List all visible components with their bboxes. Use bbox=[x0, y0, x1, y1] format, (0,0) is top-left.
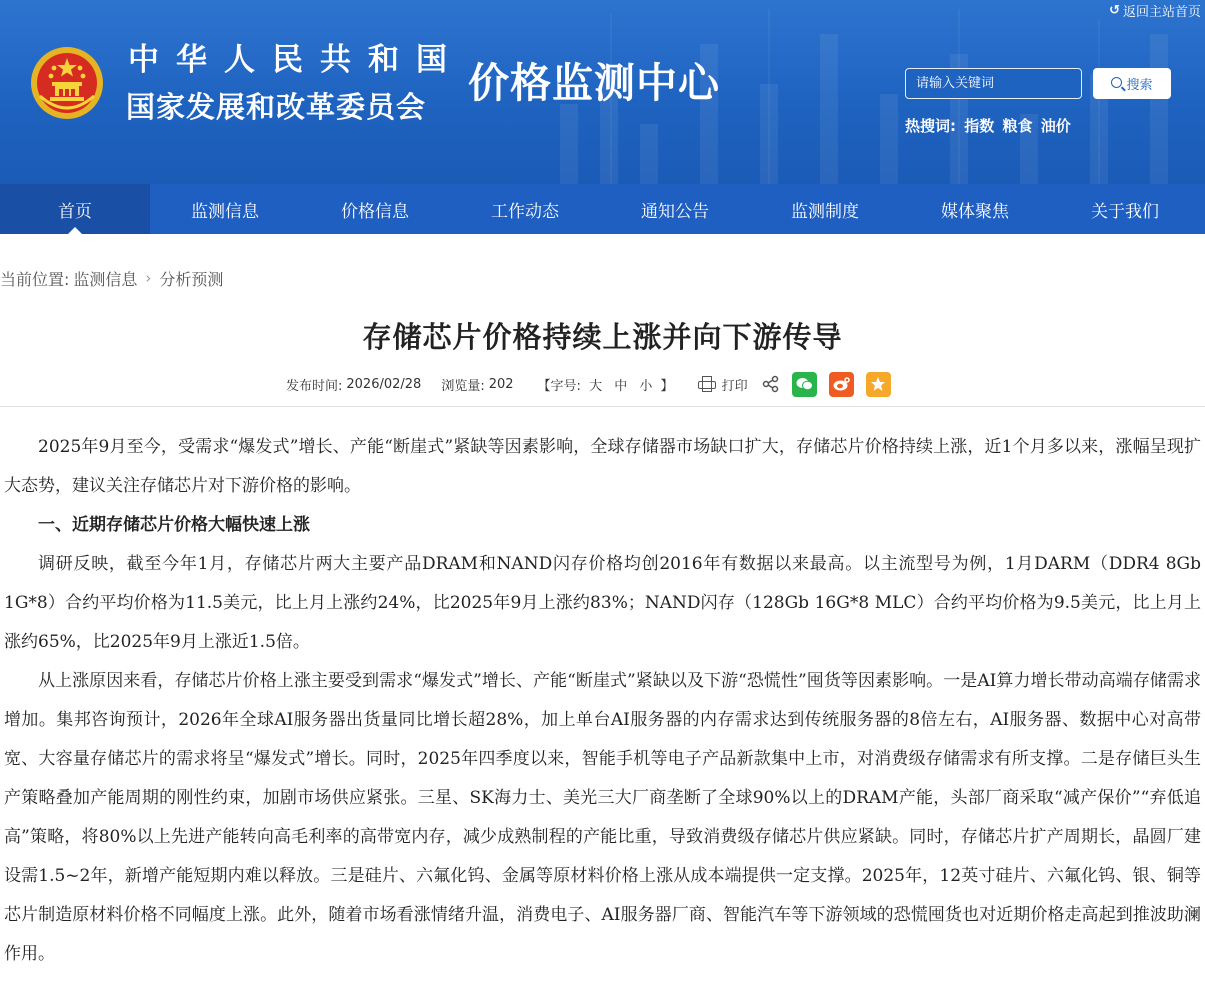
font-size-control bbox=[538, 375, 674, 394]
nav-item-label: 关于我们 bbox=[1091, 201, 1159, 222]
nav-item-label: 媒体聚焦 bbox=[941, 201, 1009, 222]
nav-item-notices[interactable] bbox=[600, 184, 750, 234]
views-count: 202 bbox=[488, 376, 514, 392]
search-input[interactable] bbox=[905, 68, 1082, 99]
weibo-icon[interactable] bbox=[829, 372, 854, 397]
share-icon[interactable] bbox=[762, 375, 780, 393]
nav-item-work-news[interactable] bbox=[450, 184, 600, 234]
publish-date: 2026/02/28 bbox=[346, 376, 422, 392]
nav-item-label: 工作动态 bbox=[491, 201, 559, 222]
paragraph: 从上涨原因来看，存储芯片价格上涨主要受到需求“爆发式”增长、产能“断崖式”紧缺以及下游“恐慌性”囤货等因素影响。一是AI算力增长带动高端存储需求增加。集邦咨询预计，2026年全球AI服务器出货量同比增长超28%，加上单台AI服务器的内存需求达到传统服务器的8倍左右，AI服务器、数据中心对高带宽、大容量存储芯片的需求将呈“爆发式”增长。同时，2025年四季度以来，智能手机等电子产品新款集中上市，对消费级存储需求有所支撑。二是存储巨头生产策略叠加产能周期的刚性约束，加剧市场供应紧张。三星、SK海力士、美光三大厂商垄断了全球90%以上的DRAM产能，头部厂商采取“减产保价”“弃低追高”策略，将80%以上先进产能转向高毛利率的高带宽内存，减少成熟制程的产能比重，导致消费级存储芯片供应紧缺。同时，存储芯片扩产周期长，晶圆厂建设需1.5~2年，新增产能短期内难以释放。三是硅片、六氟化钨、金属等原材料价格上涨从成本端提供一定支撑。2025年，12英寸硅片、六氟化钨、银、铜等芯片制造原材料价格不同幅度上涨。此外，随着市场看涨情绪升温，消费电子、AI服务器厂商、智能汽车等下游领域的恐慌囤货也对近期价格走高起到推波助澜作用。 bbox=[4, 671, 1201, 964]
chevron-right-icon: › bbox=[145, 269, 152, 287]
back-home-label: 返回主站首页 bbox=[1122, 5, 1201, 20]
search-button[interactable] bbox=[1093, 68, 1171, 99]
org-name-line1: 中华人民共和国 bbox=[128, 42, 464, 78]
hot-word[interactable]: 指数 bbox=[964, 117, 995, 135]
divider bbox=[0, 406, 1205, 407]
back-home-link[interactable] bbox=[1109, 1, 1201, 20]
font-size-label-close: 】 bbox=[660, 378, 674, 394]
hot-word[interactable]: 油价 bbox=[1040, 117, 1071, 135]
font-size-small[interactable]: 小 bbox=[639, 378, 653, 394]
nav-item-home[interactable] bbox=[0, 184, 150, 234]
article-title: 存储芯片价格持续上涨并向下游传导 bbox=[362, 320, 843, 354]
favorite-icon[interactable] bbox=[866, 372, 891, 397]
nav-item-media[interactable] bbox=[900, 184, 1050, 234]
org-name-line2: 国家发展和改革委员会 bbox=[126, 90, 427, 124]
breadcrumb-label: 当前位置: bbox=[0, 269, 70, 289]
article-body bbox=[4, 428, 1201, 974]
nav-item-about[interactable] bbox=[1050, 184, 1200, 234]
paragraph: 调研反映，截至今年1月，存储芯片两大主要产品DRAM和NAND闪存价格均创2016年有数据以来最高。以主流型号为例，1月DARM（DDR4 8Gb 1G*8）合约平均价格为11.5美元，比上月上涨约24%，比2025年9月上涨约83%；NAND闪存（128Gb 16G*8 MLC）合约平均价格为9.5美元，比上月上涨约65%，比2025年9月上涨近1.5倍。 bbox=[4, 554, 1201, 652]
national-emblem bbox=[30, 46, 104, 120]
nav-item-label: 首页 bbox=[58, 201, 92, 222]
main-nav bbox=[0, 184, 1205, 234]
print-label: 打印 bbox=[721, 378, 748, 394]
hot-word[interactable]: 粮食 bbox=[1002, 117, 1033, 135]
site-name: 价格监测中心 bbox=[468, 59, 720, 107]
print-icon bbox=[698, 376, 716, 392]
font-size-label: 【字号: bbox=[537, 378, 581, 394]
nav-item-label: 价格信息 bbox=[341, 201, 409, 222]
return-icon: ↺ bbox=[1109, 3, 1120, 18]
nav-item-label: 监测制度 bbox=[791, 201, 859, 222]
nav-item-prices[interactable] bbox=[300, 184, 450, 234]
font-size-large[interactable]: 大 bbox=[589, 378, 603, 394]
paragraph: 2025年9月至今，受需求“爆发式”增长、产能“断崖式”紧缺等因素影响，全球存储器市场缺口扩大，存储芯片价格持续上涨，近1个月多以来，涨幅呈现扩大态势，建议关注存储芯片对下游价格的影响。 bbox=[4, 437, 1201, 496]
nav-item-monitoring[interactable] bbox=[150, 184, 300, 234]
search-icon bbox=[1111, 77, 1122, 88]
views-label: 浏览量: bbox=[441, 378, 485, 394]
nav-item-label: 监测信息 bbox=[191, 201, 259, 222]
search-button-label: 搜索 bbox=[1126, 78, 1153, 93]
nav-item-label: 通知公告 bbox=[641, 201, 709, 222]
section-heading: 一、近期存储芯片价格大幅快速上涨 bbox=[38, 515, 310, 535]
publish-label: 发布时间: bbox=[286, 378, 343, 394]
breadcrumb bbox=[0, 266, 223, 290]
print-button[interactable] bbox=[698, 375, 748, 394]
hot-search-label: 热搜词: bbox=[905, 117, 956, 135]
hot-search bbox=[905, 115, 1074, 136]
breadcrumb-item[interactable]: 分析预测 bbox=[159, 269, 224, 289]
wechat-icon[interactable] bbox=[792, 372, 817, 397]
header-banner bbox=[0, 0, 1205, 184]
breadcrumb-item[interactable]: 监测信息 bbox=[73, 269, 138, 289]
article-meta bbox=[286, 370, 891, 398]
nav-item-system[interactable] bbox=[750, 184, 900, 234]
font-size-medium[interactable]: 中 bbox=[614, 378, 628, 394]
